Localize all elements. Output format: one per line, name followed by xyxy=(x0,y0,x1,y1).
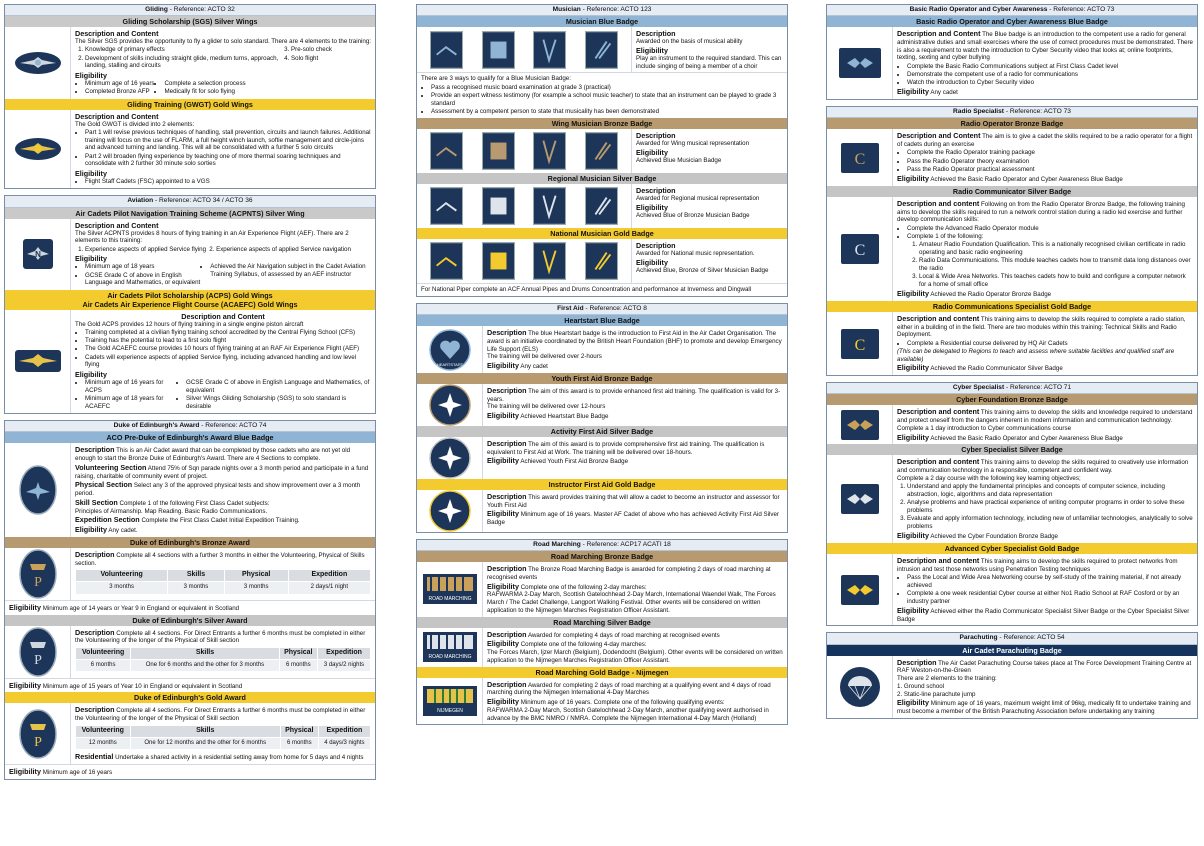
gold-wings-badge-icon xyxy=(5,110,71,189)
basic-radio-bar: Basic Radio Operator and Cyber Awareness Blue Badge xyxy=(827,16,1197,27)
doe-bronze-bar: Duke of Edinburgh's Bronze Award xyxy=(5,537,375,548)
radio-specialist-bar: Radio Communications Specialist Gold Badge xyxy=(827,301,1197,312)
cyber-specialist-badge-icon xyxy=(827,455,893,543)
doe-bronze-badge-icon xyxy=(5,548,71,600)
gwgt-bar: Gliding Training (GWGT) Gold Wings xyxy=(5,99,375,110)
section-title: Road Marching - Reference: ACP17 ACATI 18 xyxy=(417,540,787,551)
section-title: Gliding - Reference: ACTO 32 xyxy=(5,5,375,16)
heartstart-bar: Heartstart Blue Badge xyxy=(417,315,787,326)
bugle-badge-icon xyxy=(430,187,463,225)
lyre-badge-icon xyxy=(533,132,566,170)
radio-communicator-bar: Radio Communicator Silver Badge xyxy=(827,186,1197,197)
doe-gold-bar: Duke of Edinburgh's Gold Award xyxy=(5,692,375,703)
musician-blue-bar: Musician Blue Badge xyxy=(417,16,787,27)
acpnts-bar: Air Cadets Pilot Navigation Training Scheme (ACPNTS) Silver Wing xyxy=(5,208,375,219)
advanced-cyber-badge-icon xyxy=(827,554,893,626)
heartstart-badge-icon xyxy=(417,326,483,373)
doe-silver-table: Volunteering Skills Physical Expedition 6 months One for 6 months and the other for 3 months 6 months 3 days/2 nights xyxy=(75,647,371,672)
section-title: Musician - Reference: ACTO 123 xyxy=(417,5,787,16)
svg-text:C: C xyxy=(854,241,865,259)
section-title: Parachuting - Reference: ACTO 54 xyxy=(827,633,1197,644)
svg-text:HEARTSTART: HEARTSTART xyxy=(436,361,463,367)
pipes-badge-icon xyxy=(585,31,618,69)
section-title: Duke of Edinburgh's Award - Reference: ACTO 74 xyxy=(5,421,375,432)
parachuting-section: Parachuting - Reference: ACTO 54 Air Cadet Parachuting Badge Description The Air Cadet Parachuting Course takes place at The Force Development Training Centre at RAF Weston-on-the-Green There are 2 elements to the training: 1. Ground school 2. Static-line parachute jump Eligibility Minimum age of 16 years, maximum weight limit of 96kg, medically fit to undertake training and must become a member of the British Parachuting Association before undertaking any training xyxy=(826,632,1198,718)
musician-section: Musician - Reference: ACTO 123 Musician Blue Badge Description Awarded on the basis of musical ability Eligibility Play an instrument to the required standard. This can include singing of being a member of a choir There are 3 ways to qualify for a Blue Musician Badge: • Pass a recognised music board examination at grade 3 (practical) • Provide an expert witness testimony (for example a school music teacher) to state that an instrument can be played to grade 3 standard • Assessment by a competent person to state that musicality has been demonstrated Wing Musician Bronze Badge Description Awarded for Wing musical representation Eligibility Achieved Blue Musician Badge Regional Musician Silver Badge Description Awarded for Regional musical representation Eligibility Achieved Blue of Bronze Musician Badge National Musician Gold Badge Description Awarded for National music representation. Eligibility Achieved Blue, Bronze of Silver Musician Badge For National Piper complete an ACF Annual Pipes and Drums Concentration and performance at Inverness and Dingwall xyxy=(416,4,788,297)
activity-first-aid-bar: Activity First Aid Silver Badge xyxy=(417,426,787,437)
column-1 xyxy=(4,4,376,786)
cyber-foundation-bar: Cyber Foundation Bronze Badge xyxy=(827,394,1197,405)
svg-text:ROAD MARCHING: ROAD MARCHING xyxy=(427,596,472,603)
radio-specialist-section: Radio Specialist - Reference: ACTO 73 Radio Operator Bronze Badge C Description and Content The aim is to give a cadet the skills required to be a radio operator for a flight of cadets during an exercise • Complete the Radio Operator training package • Pass the Radio Operator theory examination • Pass the Radio Operator practical assessment Eligibility Achieved the Basic Radio Operator and Cyber Awareness Blue Badge Radio Communicator Silver Badge C Description and content Following on from the Radio Operator Bronze Badge, the following training aims to develop the skills required to run a network control station during a radio led exercise and further develop communication skills: • Complete the Advanced Radio Operator module • Complete 1 of the following: 1. Amateur Radio Foundation Qualification. This is a nationally recognised civilian certificate in radio operating and basic radio engineering 2. Radio Data Communications. This module teaches cadets how to transmit data long distances over the radio 3. Local & Wide Area Networks. This teaches cadets how to build and configure a computer network for a home of small office Eligibility Achieved the Radio Operator Bronze Badge Radio Communications Specialist Gold Badge C Description and content This training aims to develop the skills required to complete a radio station, either in a building of in the field. There are two modules within this training: Technical Skills and Radio Deployment. • Complete a Residential course delivered by HQ Air Cadets (This can be delegated to Regions to teach and assess where suitable facilities and qualified staff are available) Eligibility Achieved the Radio Communicator Silver Badge xyxy=(826,106,1198,376)
youth-first-aid-badge-icon xyxy=(417,384,483,426)
radio-specialist-badge-icon xyxy=(827,312,893,375)
regional-musician-bar: Regional Musician Silver Badge xyxy=(417,173,787,184)
doe-gold-badge-icon xyxy=(5,703,71,764)
activity-first-aid-badge-icon xyxy=(417,437,483,479)
svg-text:N: N xyxy=(34,250,41,260)
navigator-wing-badge-icon xyxy=(5,219,71,290)
radio-communicator-badge-icon xyxy=(827,197,893,301)
road-bronze-bar: Road Marching Bronze Badge xyxy=(417,551,787,562)
wing-musician-bar: Wing Musician Bronze Badge xyxy=(417,118,787,129)
parachuting-bar: Air Cadet Parachuting Badge xyxy=(827,645,1197,656)
road-marching-bronze-badge-icon xyxy=(417,562,483,617)
drum-badge-icon xyxy=(482,31,515,69)
road-marching-silver-badge-icon xyxy=(417,628,483,667)
lyre-badge-icon xyxy=(533,242,566,280)
section-title: Radio Specialist - Reference: ACTO 73 xyxy=(827,107,1197,118)
silver-wings-badge-icon xyxy=(5,27,71,99)
cyber-specialist-section: Cyber Specialist - Reference: ACTO 71 Cyber Foundation Bronze Badge Description and content This training aims to develop the skills and knowledge required to understand and protect oneself from the dangers inherent in modern information and communication technology. Complete a 1 day introduction to Cyber communications course Eligibility Achieved the Basic Radio Operator and Cyber Awareness Blue Badge Cyber Specialist Silver Badge Description and content This training aims to develop the skills required to creatively use information and communication technology in a responsible, competent and confident way. Complete a 2 day course with the following key learning objectives; 1. Understand and apply the fundamental principles and concepts of computer science, including abstraction, logic, algorithms and data representation 2. Analyse problems and have practical experience of writing computer programs in order to solve these problems 3. Evaluate and apply information technology, including new of unfamiliar technologies, analytically to solve problems Eligibility Achieved the Cyber Foundation Bronze Badge Advanced Cyber Specialist Gold Badge Description and content This training aims to develop the skills required to protect networks from intrusion and test those networks using Penetration Testing techniques • Pass the Local and Wide Area Networking course by self-study of the training material, if not already achieved • Complete a one week residential Cyber course at either No1 Radio School at RAF Cosford or by an industry partner Eligibility Achieved either the Radio Communicator Specialist Silver Badge or the Cyber Specialist Silver Badge xyxy=(826,382,1198,626)
lyre-badge-icon xyxy=(533,31,566,69)
gliding-section: Gliding - Reference: ACTO 32 Gliding Scholarship (SGS) Silver Wings Description and Content The Silver SGS provides the opportunity to fly a glider to solo standard. There are 4 elements to the training: 1. Knowledge of primary effects 2. Development of skills including straight glide, medium turns, approach, landing, stalling and circuits 3. Pre-solo check 4. Solo flight Eligibility • Minimum age of 16 years • Completed Bronze AFP • Complete a selection process • Medically fit for solo flying Gliding Training (GWGT) Gold Wings Description and Content The Gold GWGT is divided into 2 elements: • Part 1 will revise previous techniques of handling, stall prevention, circuits and launch failures. Additional training will focus on the use of FLARM, a full height winch launch, softie management and circle-joins and advanced turning and landing. This will all be consolidated with a further 5 solo circuits • Part 2 will broaden flying experience by teaching one of more thermal soaring techniques and consolidate with 2 further 30 minute solo sorties Eligibility • Flight Staff Cadets (FSC) appointed to a VGS xyxy=(4,4,376,189)
pipes-badge-icon xyxy=(585,187,618,225)
road-gold-bar: Road Marching Gold Badge - Nijmegen xyxy=(417,667,787,678)
musician-silver-badges xyxy=(417,184,632,228)
radio-operator-bar: Radio Operator Bronze Badge xyxy=(827,118,1197,129)
musician-gold-badges xyxy=(417,239,632,283)
road-marching-gold-badge-icon xyxy=(417,678,483,725)
musician-bronze-badges xyxy=(417,129,632,173)
instructor-first-aid-badge-icon xyxy=(417,490,483,532)
aviation-section: Aviation - Reference: ACTO 34 / ACTO 36 Air Cadets Pilot Navigation Training Scheme (ACPNTS) Silver Wing N Description and Content The Silver ACPNTS provides 8 hours of flying training in an Air Experience Flight (AEF). There are 2 elements to this training: 1. Experience aspects of applied Service flying 2. Experience aspects of applied Service navigation Eligibility • Minimum age of 18 years • GCSE Grade C of above in English Language and Mathematics, or equivalent • Achieved the Air Navigation subject in the Cadet Aviation Training Syllabus, of assessed by an AEF instructor Air Cadets Pilot Scholarship (ACPS) Gold Wings Air Cadets Air Experience Flight Course (ACAEFC) Gold Wings Description and Content The Gold ACPS provides 12 hours of flying training in a single engine piston aircraft • Training completed at a civilian flying training school accredited by the Central Flying School (CFS) • Training has the potential to lead to a first solo flight • The Gold ACAEFC course provides 10 hours of flying training at an RAF Air Experience Flight (AEF) • Cadets will experience aspects of applied Service flying, including advanced handling and low level flying Eligibility • Minimum age of 16 years for ACPS • Minimum age of 18 years for ACAEFC • GCSE Grade C of above in English Language and Mathematics, of equivalent • Silver Wings Gliding Scholarship (SGS) to solo standard is desirable xyxy=(4,195,376,414)
pilot-gold-wings-badge-icon xyxy=(5,310,71,414)
bugle-badge-icon xyxy=(430,31,463,69)
cyber-foundation-badge-icon xyxy=(827,405,893,444)
doe-section: Duke of Edinburgh's Award - Reference: ACTO 74 ACO Pre-Duke of Edinburgh's Award Blue Badge Description This is an Air Cadet award that can be completed by those cadets who are not yet old enough to start the Bronze Duke of Edinburgh's Award. There are 4 Sections to complete. Volunteering Section Attend 75% of Sqn parade nights over a 3 month period and participate in a fund raising, charitable of community event of project. Physical Section Select any 3 of the approved physical tests and show improvement over a 3 month period. Skill Section Complete 1 of the following First Class Cadet subjects: Principles of Airmanship. Map Reading. Basic Radio Communications. Expedition Section Complete the First Class Cadet Initial Expedition Training. Eligibility Any cadet. Duke of Edinburgh's Bronze Award P Description Complete all 4 sections with a further 3 months in either the Volunteering, Physical of Skills section. Volunteering Skills Physical Expedition 3 months 3 months 3 months 2 days/1 night Eligibility Minimum age of 14 years or Year 9 in England or equivalent in Scotland Duke of Edinburgh's Silver Award P Description Complete all 4 sections. For Direct Entrants a further 6 months must be completed in either the Volunteering of the longer of the Physical of Skill section Volunteering Skills Physical Expedition 6 months One for 6 months and the other for 3 months 6 months 3 days/2 nights Eligibility Minimum age of 15 years of Year 10 in England or equivalent in Scotland Duke of Edinburgh's Gold Award P Description Complete all 4 sections. For Direct Entrants a further 6 months must be completed in either the Volunteering of the longer of the Physical of Skill section Volunteering Skills Physical Expedition 12 months One for 12 months and the other for 6 months 6 months 4 days/3 nights Residential Undertake a shared activity in a residential setting away from home for 5 days and 4 nights Eligibility Minimum age of 16 years xyxy=(4,420,376,779)
lyre-badge-icon xyxy=(533,187,566,225)
section-title: Aviation - Reference: ACTO 34 / ACTO 36 xyxy=(5,196,375,207)
advanced-cyber-bar: Advanced Cyber Specialist Gold Badge xyxy=(827,543,1197,554)
sgs-bar: Gliding Scholarship (SGS) Silver Wings xyxy=(5,16,375,27)
svg-text:NIJMEGEN: NIJMEGEN xyxy=(436,708,463,715)
doe-gold-table: Volunteering Skills Physical Expedition 12 months One for 12 months and the other for 6 months 6 months 4 days/3 nights xyxy=(75,725,371,750)
pre-doe-badge-icon xyxy=(5,443,71,537)
radio-operator-badge-icon xyxy=(827,129,893,186)
drum-badge-icon xyxy=(482,132,515,170)
youth-first-aid-bar: Youth First Aid Bronze Badge xyxy=(417,373,787,384)
svg-text:ROAD MARCHING: ROAD MARCHING xyxy=(427,654,472,661)
section-title: Cyber Specialist - Reference: ACTO 71 xyxy=(827,383,1197,394)
svg-text:P: P xyxy=(33,574,42,590)
svg-text:C: C xyxy=(854,150,865,168)
instructor-first-aid-bar: Instructor First Aid Gold Badge xyxy=(417,479,787,490)
svg-text:P: P xyxy=(33,652,42,668)
parachute-badge-icon xyxy=(827,656,893,718)
column-3 xyxy=(826,4,1198,725)
drum-badge-icon xyxy=(482,242,515,280)
column-2 xyxy=(416,4,788,731)
pipes-badge-icon xyxy=(585,132,618,170)
doe-silver-bar: Duke of Edinburgh's Silver Award xyxy=(5,615,375,626)
bugle-badge-icon xyxy=(430,132,463,170)
drum-badge-icon xyxy=(482,187,515,225)
basic-radio-section: Basic Radio Operator and Cyber Awareness - Reference: ACTO 73 Basic Radio Operator and Cyber Awareness Blue Badge Description and Content The Blue badge is an introduction to the competent use a radio for general administrative duties and small exercises where the use of correct procedures must be demonstrated. There is also a requirement to watch the introduction to Cyber Security video that looks at; online footprints, texting, sexting and cyber bullying • Complete the Basic Radio Communications subject at First Class Cadet level • Demonstrate the competent use of a radio for communications • Watch the introduction to Cyber Security video Eligibility Any cadet xyxy=(826,4,1198,100)
musician-blue-badges xyxy=(417,27,632,72)
section-title: First Aid - Reference: ACTO 8 xyxy=(417,304,787,315)
svg-text:P: P xyxy=(33,734,42,750)
basic-radio-badge-icon xyxy=(827,27,893,99)
acps-bar: Air Cadets Pilot Scholarship (ACPS) Gold Wings Air Cadets Air Experience Flight Course (ACAEFC) Gold Wings xyxy=(5,290,375,310)
first-aid-section: First Aid - Reference: ACTO 8 Heartstart Blue Badge HEARTSTART Description The blue Heartstart badge is the introduction to First Aid in the Air Cadet Organisation. The award is an initiative coordinated by the British Heart Foundation (BHF) to promote and develop Emergency Life Support (ELS) The training will be delivered over 2-hours Eligibility Any cadet Youth First Aid Bronze Badge Description The aim of this award is to provide enhanced first aid training. The qualification is valid for 3-years. The training will be delivered over 12-hours Eligibility Achieved Heartstart Blue Badge Activity First Aid Silver Badge Description The aim of this award is to provide comprehensive first aid training. The qualification is equivalent to First Aid at Work. The training will be delivered over 18-hours. Eligibility Achieved Youth First Aid Bronze Badge Instructor First Aid Gold Badge Description This award provides training that will allow a cadet to become an instructor and assessor for Youth First Aid Eligibility Minimum age of 16 years. Master AF Cadet of above who has achieved Activity First Aid Silver Badge xyxy=(416,303,788,533)
pipes-badge-icon xyxy=(585,242,618,280)
svg-text:C: C xyxy=(854,336,865,354)
road-silver-bar: Road Marching Silver Badge xyxy=(417,617,787,628)
section-title: Basic Radio Operator and Cyber Awareness - Reference: ACTO 73 xyxy=(827,5,1197,16)
doe-bronze-table: Volunteering Skills Physical Expedition 3 months 3 months 3 months 2 days/1 night xyxy=(75,569,371,594)
doe-silver-badge-icon xyxy=(5,626,71,678)
bugle-badge-icon xyxy=(430,242,463,280)
pre-doe-bar: ACO Pre-Duke of Edinburgh's Award Blue Badge xyxy=(5,432,375,443)
road-marching-section: Road Marching - Reference: ACP17 ACATI 18 Road Marching Bronze Badge ROAD MARCHING Description The Bronze Road Marching Badge is awarded for completing 2 days of road marching at recognised events Eligibility Complete one of the following 2-day marches: RAFWARMA 2-Day March, Scottish Gatelochhead 2-Day March, International Waendel Walk, The Forces March / The Cadet Challenge, Langport Walking Festival. Other events will be considered on written application to the Nijmegen Marches Registration Officer Assistant. Road Marching Silver Badge ROAD MARCHING Description Awarded for completing 4 days of road marching at recognised events Eligibility Complete one of the following 4-day marches: The Forces March, Ijzer March (Belgium), Dodendocht (Belgium). Other events will be considered on written application to the Nijmegen Marches Registration Officer Assistant. Road Marching Gold Badge - Nijmegen NIJMEGEN Description Awarded for completing 2 days of road marching at a qualifying event and 4 days of road marching during the Nijmegen International 4-Day Marches Eligibility Minimum age of 16 years. Complete one of the following qualifying events: RAFWARMA 2-Day March, Scottish Gatelochhead 2-Day March, another qualifying event authorised in advance by the BMC NMRO / NMRA. Complete the Nijmegen International 4-Day March (Holland) xyxy=(416,539,788,725)
national-musician-bar: National Musician Gold Badge xyxy=(417,228,787,239)
cyber-specialist-bar: Cyber Specialist Silver Badge xyxy=(827,444,1197,455)
